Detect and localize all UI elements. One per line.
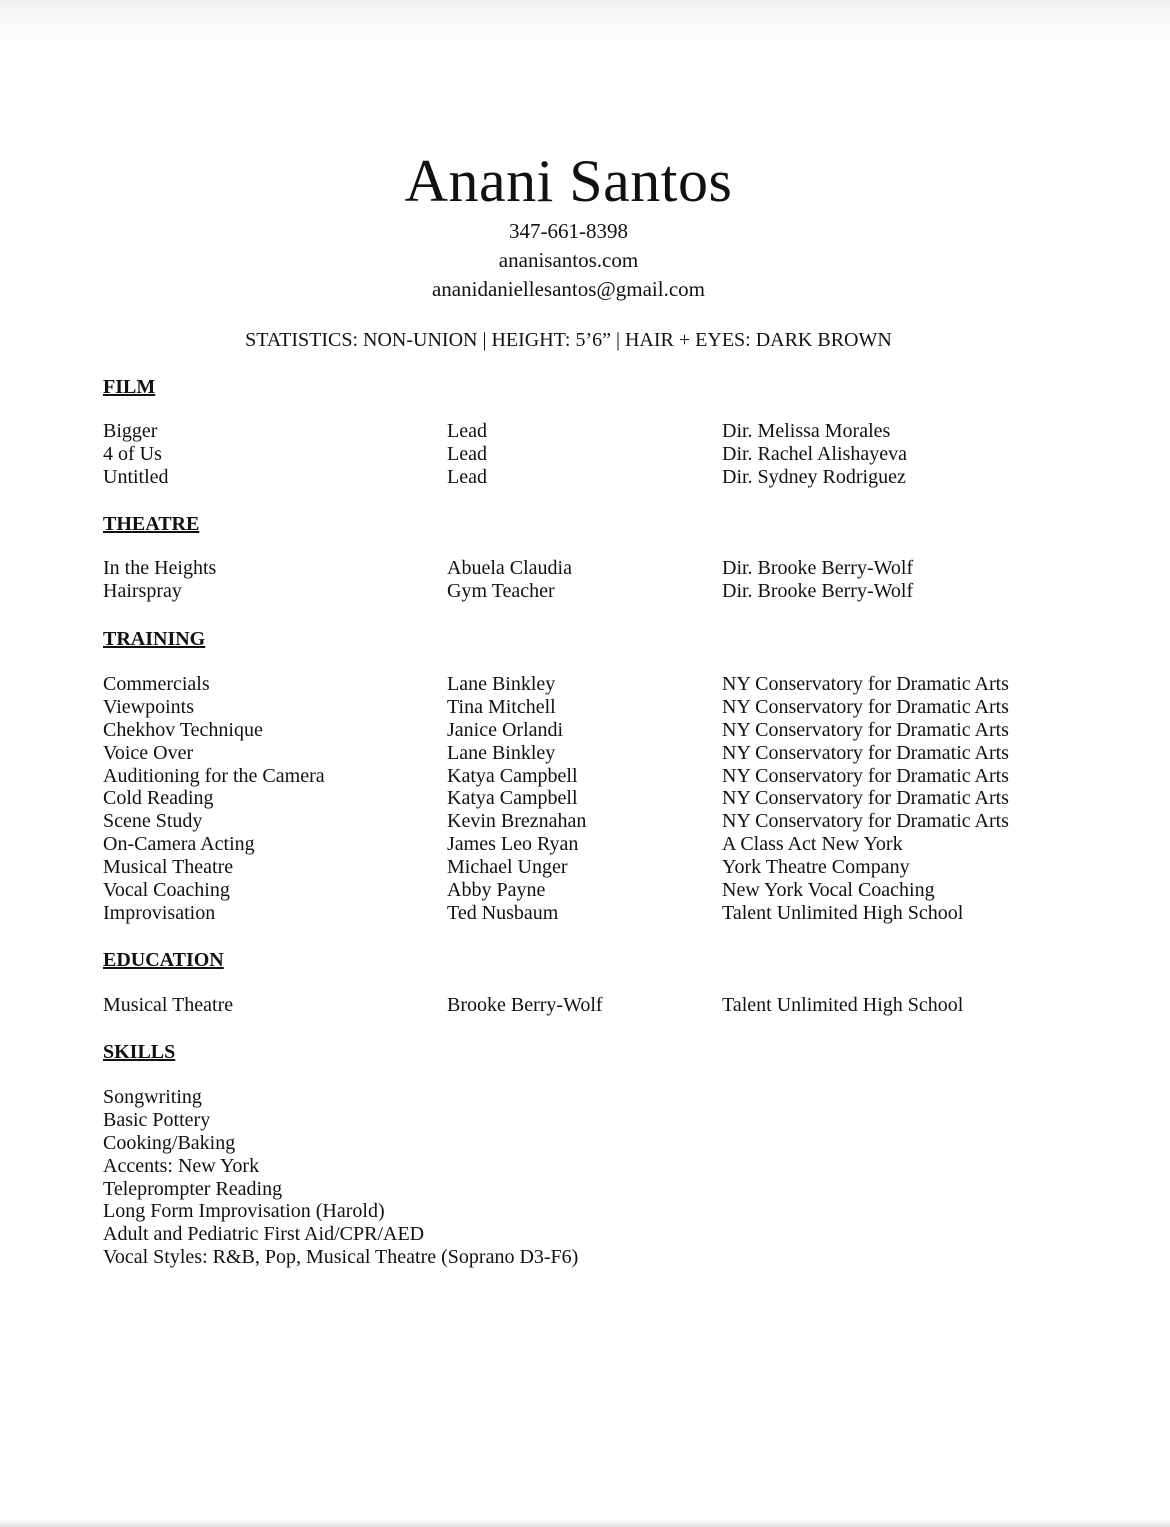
training-credit: York Theatre Company	[722, 856, 910, 879]
training-title: Auditioning for the Camera	[103, 764, 325, 787]
film-title: 4 of Us	[103, 442, 162, 465]
theatre-row	[103, 580, 1103, 603]
training-credit: NY Conservatory for Dramatic Arts	[722, 695, 1009, 718]
skill-item: Adult and Pediatric First Aid/CPR/AED	[103, 1223, 425, 1246]
training-credit: NY Conservatory for Dramatic Arts	[722, 741, 1009, 764]
training-row	[103, 719, 1103, 742]
training-role: Katya Campbell	[447, 764, 578, 787]
section-title-education: EDUCATION	[103, 949, 224, 971]
training-credit: A Class Act New York	[722, 833, 903, 856]
training-role: Lane Binkley	[447, 673, 556, 695]
skill-item: Songwriting	[103, 1086, 202, 1108]
training-credit: Talent Unlimited High School	[722, 901, 964, 924]
skill-item: Cooking/Baking	[103, 1131, 236, 1154]
film-title: Bigger	[103, 420, 158, 442]
training-title: Vocal Coaching	[103, 879, 230, 902]
training-title: On-Camera Acting	[103, 833, 255, 856]
training-role: Tina Mitchell	[447, 695, 556, 718]
website: ananisantos.com	[498, 248, 639, 272]
page-bottom-shadow	[0, 1519, 1170, 1527]
training-title: Chekhov Technique	[103, 718, 263, 741]
film-row	[103, 420, 1103, 443]
training-credit: NY Conservatory for Dramatic Arts	[722, 787, 1009, 810]
theatre-title: In the Heights	[103, 557, 217, 579]
education-table	[103, 994, 1103, 1017]
theatre-credit: Dir. Brooke Berry-Wolf	[722, 579, 914, 602]
resume-name: Anani Santos	[404, 148, 733, 214]
training-title: Commercials	[103, 673, 210, 695]
statistics-line: STATISTICS: NON-UNION | HEIGHT: 5’6” | HAIR + EYES: DARK BROWN	[245, 329, 892, 351]
film-credit: Dir. Sydney Rodriguez	[722, 465, 906, 488]
skills-list	[103, 1086, 1103, 1269]
training-title: Musical Theatre	[103, 856, 234, 879]
theatre-role: Gym Teacher	[447, 579, 555, 602]
film-credit: Dir. Rachel Alishayeva	[722, 442, 907, 465]
training-role: Ted Nusbaum	[447, 901, 559, 924]
training-role: James Leo Ryan	[447, 833, 579, 856]
film-table	[103, 420, 1103, 489]
training-title: Cold Reading	[103, 787, 214, 810]
training-title: Improvisation	[103, 901, 216, 924]
training-credit: NY Conservatory for Dramatic Arts	[722, 810, 1009, 833]
training-role: Katya Campbell	[447, 787, 578, 810]
training-role: Lane Binkley	[447, 741, 556, 764]
theatre-credit: Dir. Brooke Berry-Wolf	[722, 557, 914, 579]
training-role: Kevin Breznahan	[447, 810, 587, 833]
film-row	[103, 466, 1103, 489]
training-credit: NY Conservatory for Dramatic Arts	[722, 764, 1009, 787]
training-title: Viewpoints	[103, 695, 195, 718]
email: ananidaniellesantos@gmail.com	[431, 277, 705, 301]
page-top-shadow	[0, 0, 1170, 60]
skill-item: Basic Pottery	[103, 1108, 211, 1131]
training-row	[103, 787, 1103, 810]
theatre-role: Abuela Claudia	[447, 557, 572, 579]
film-role: Lead	[447, 420, 487, 442]
section-title-film: FILM	[103, 376, 156, 398]
section-title-skills: SKILLS	[103, 1041, 176, 1063]
education-credit: Talent Unlimited High School	[722, 994, 964, 1016]
film-row	[103, 443, 1103, 466]
training-row	[103, 765, 1103, 788]
training-row	[103, 833, 1103, 856]
training-title: Scene Study	[103, 810, 203, 833]
skill-item: Teleprompter Reading	[103, 1177, 283, 1200]
film-role: Lead	[447, 442, 487, 465]
skill-item: Long Form Improvisation (Harold)	[103, 1200, 385, 1223]
training-credit: New York Vocal Coaching	[722, 879, 935, 902]
section-title-theatre: THEATRE	[103, 513, 200, 535]
training-credit: NY Conservatory for Dramatic Arts	[722, 718, 1009, 741]
skill-item: Accents: New York	[103, 1154, 260, 1177]
education-row	[103, 994, 1103, 1017]
skill-item: Vocal Styles: R&B, Pop, Musical Theatre (Soprano D3-F6)	[103, 1246, 579, 1269]
film-role: Lead	[447, 465, 487, 488]
training-row	[103, 902, 1103, 925]
theatre-row	[103, 557, 1103, 580]
training-credit: NY Conservatory for Dramatic Arts	[722, 673, 1009, 695]
training-row	[103, 856, 1103, 879]
section-title-training: TRAINING	[103, 628, 206, 650]
training-title: Voice Over	[103, 741, 194, 764]
training-row	[103, 879, 1103, 902]
training-row	[103, 673, 1103, 696]
film-credit: Dir. Melissa Morales	[722, 420, 891, 442]
training-row	[103, 742, 1103, 765]
education-title: Musical Theatre	[103, 994, 234, 1016]
film-title: Untitled	[103, 465, 169, 488]
phone-number: 347-661-8398	[509, 219, 628, 243]
education-role: Brooke Berry-Wolf	[447, 994, 603, 1016]
theatre-table	[103, 557, 1103, 603]
training-row	[103, 810, 1103, 833]
training-table	[103, 673, 1103, 925]
training-role: Abby Payne	[447, 879, 546, 902]
training-role: Janice Orlandi	[447, 718, 564, 741]
training-role: Michael Unger	[447, 856, 568, 879]
theatre-title: Hairspray	[103, 579, 182, 602]
training-row	[103, 696, 1103, 719]
